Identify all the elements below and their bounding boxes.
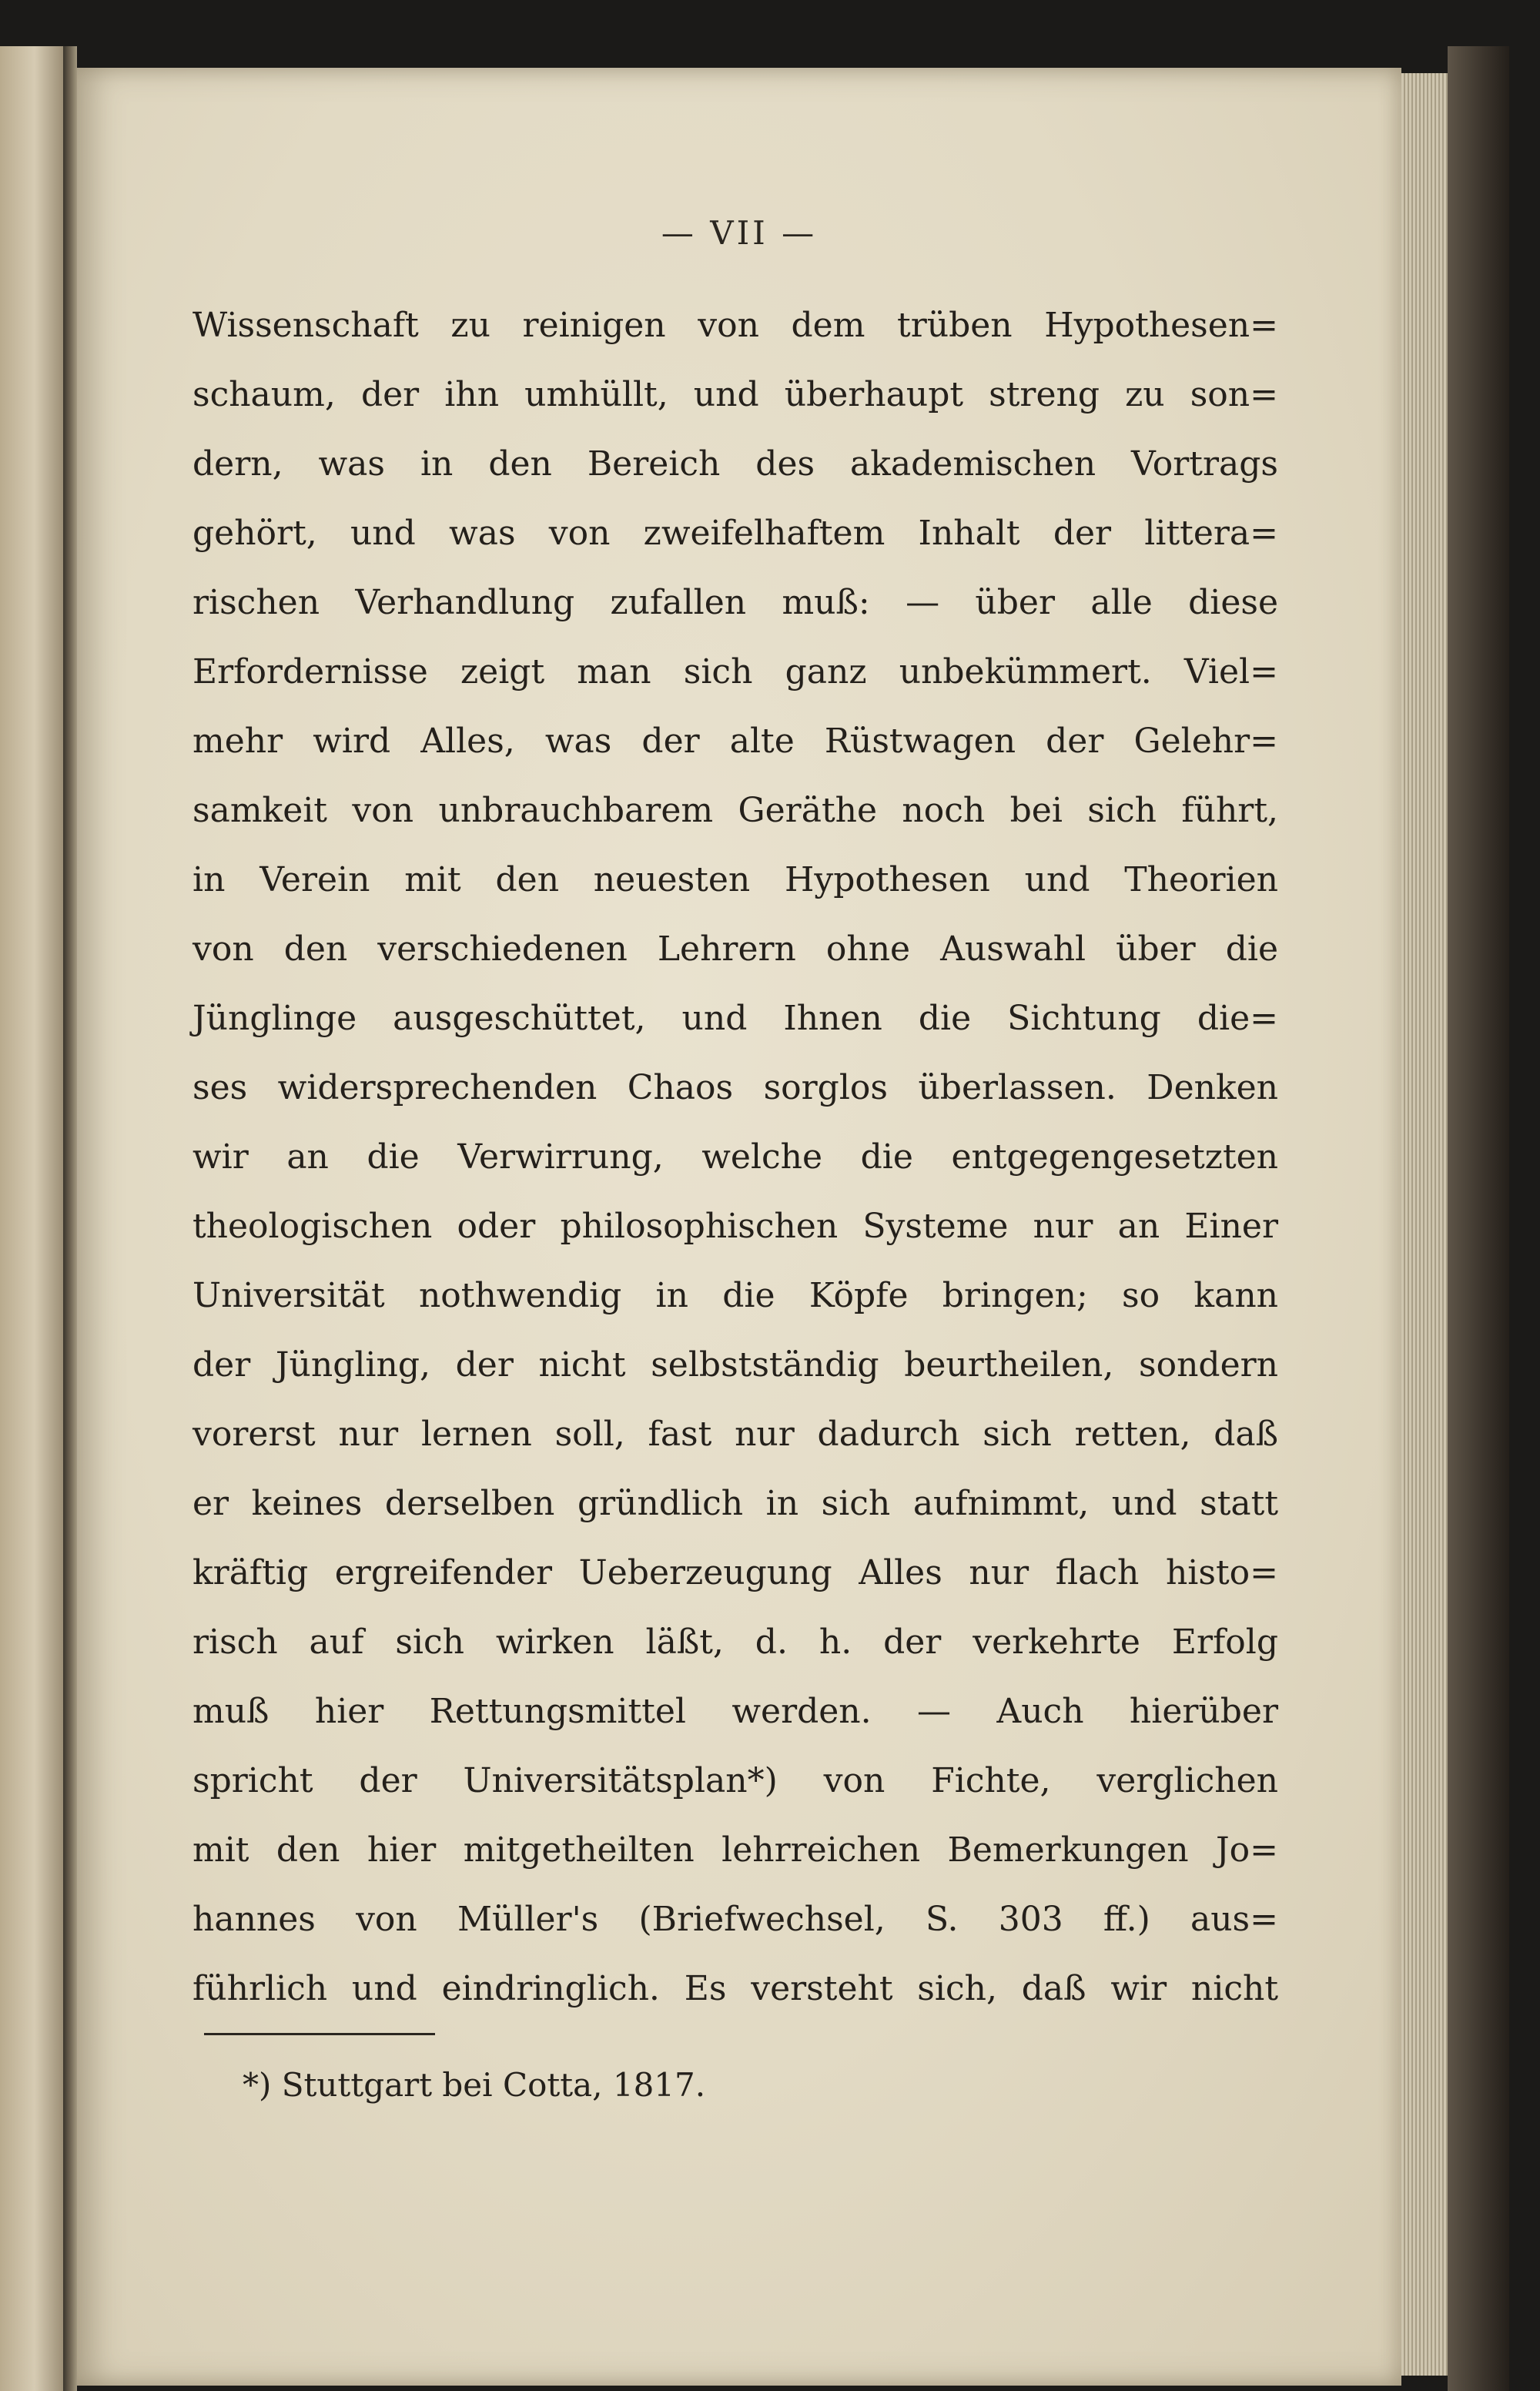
text-line: Jünglinge ausgeschüttet, und Ihnen die Sichtung die= xyxy=(192,999,1278,1038)
text-line: risch auf sich wirken läßt, d. h. der verkehrte Erfolg xyxy=(192,1622,1278,1662)
text-line: der Jüngling, der nicht selbstständig beurtheilen, sondern xyxy=(192,1345,1278,1385)
text-line: kräftig ergreifender Ueberzeugung Alles nur flach histo= xyxy=(192,1553,1278,1592)
text-line: ses widersprechenden Chaos sorglos überlassen. Denken xyxy=(192,1068,1278,1107)
text-line: mit den hier mitgetheilten lehrreichen Bemerkungen Jo= xyxy=(192,1830,1278,1870)
text-line: samkeit von unbrauchbarem Geräthe noch bei sich führt, xyxy=(192,791,1278,830)
text-line: theologischen oder philosophischen Systeme nur an Einer xyxy=(192,1207,1278,1246)
text-line: dern, was in den Bereich des akademischen Vortrags xyxy=(192,444,1278,484)
footnote-divider xyxy=(204,2033,435,2035)
text-line: mehr wird Alles, was der alte Rüstwagen der Gelehr= xyxy=(192,722,1278,761)
text-line: gehört, und was von zweifelhaftem Inhalt der littera= xyxy=(192,514,1278,553)
book-page xyxy=(77,68,1401,2386)
text-line: von den verschiedenen Lehrern ohne Auswahl über die xyxy=(192,929,1278,969)
text-line: Erfordernisse zeigt man sich ganz unbekümmert. Viel= xyxy=(192,652,1278,692)
text-line: spricht der Universitätsplan*) von Fichte, verglichen xyxy=(192,1761,1278,1800)
text-line: Wissenschaft zu reinigen von dem trüben Hypothesen= xyxy=(192,306,1278,345)
text-line: vorerst nur lernen soll, fast nur dadurch sich retten, daß xyxy=(192,1415,1278,1454)
text-line: er keines derselben gründlich in sich aufnimmt, und statt xyxy=(192,1484,1278,1523)
facing-page-edge xyxy=(0,46,63,2391)
text-line: schaum, der ihn umhüllt, und überhaupt streng zu son= xyxy=(192,375,1278,414)
text-line: muß hier Rettungsmittel werden. — Auch hierüber xyxy=(192,1692,1278,1731)
page-number-header: — VII — xyxy=(661,214,818,252)
text-line: führlich und eindringlich. Es versteht sich, daß wir nicht xyxy=(192,1969,1278,2008)
text-line: Universität nothwendig in die Köpfe bringen; so kann xyxy=(192,1276,1278,1315)
text-line: hannes von Müller's (Briefwechsel, S. 303 ff.) aus= xyxy=(192,1900,1278,1939)
text-line: rischen Verhandlung zufallen muß: — über alle diese xyxy=(192,583,1278,622)
body-text xyxy=(192,291,1278,2024)
book-cover-edge xyxy=(1448,46,1509,2391)
footnote: *) Stuttgart bei Cotta, 1817. xyxy=(243,2066,706,2104)
text-line: in Verein mit den neuesten Hypothesen und Theorien xyxy=(192,860,1278,899)
book-gutter xyxy=(63,46,77,2391)
text-line: wir an die Verwirrung, welche die entgegengesetzten xyxy=(192,1137,1278,1177)
